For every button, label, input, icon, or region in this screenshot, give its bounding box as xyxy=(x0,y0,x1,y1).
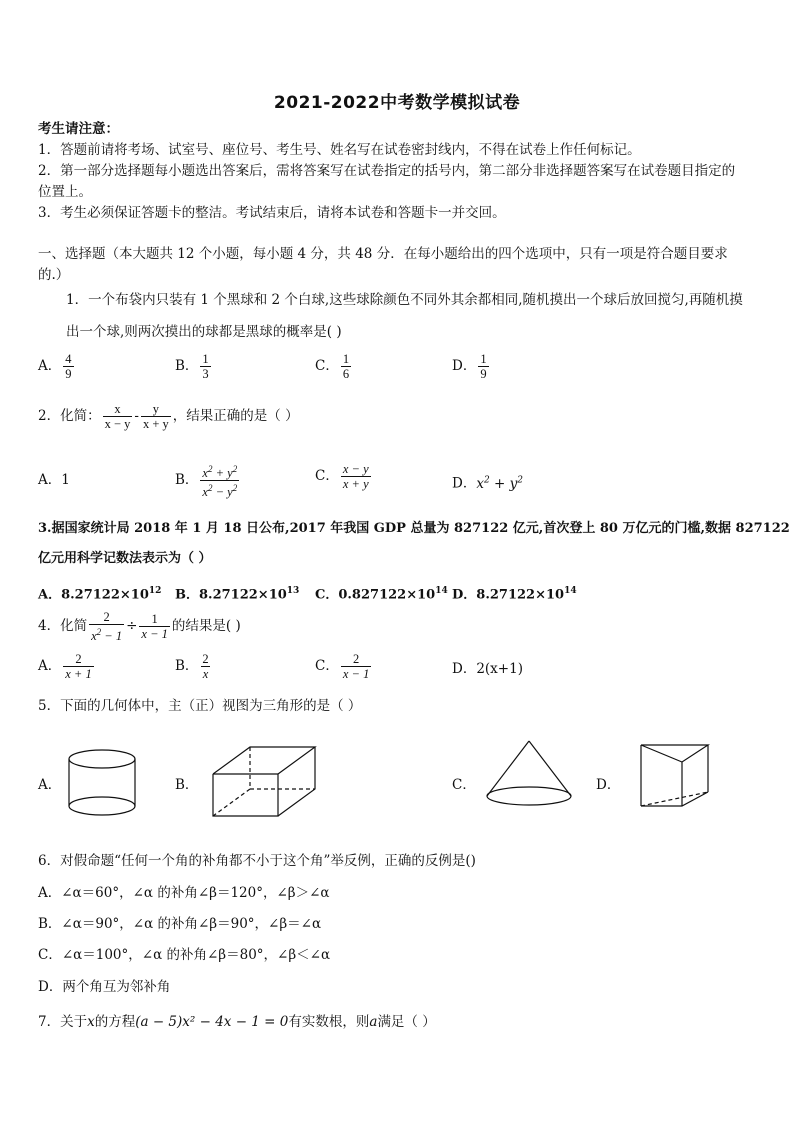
q3-option-a: A．$8.27122\times 10^{12}$ xyxy=(38,586,162,603)
q3-option-c: C．$0.827122\times 10^{14}$ xyxy=(315,586,448,603)
q2-option-d: D．$x^2 + y^2$ xyxy=(452,475,523,492)
section-heading: 一、选择题（本大题共 12 个小题，每小题 4 分，共 48 分．在每小题给出的四个选项中，只有一项是符合题目要求 xyxy=(38,246,728,262)
q2-option-c: C． $\frac{x - y}{x + y}$ xyxy=(315,462,369,491)
q3-option-d: D．$8.27122\times 10^{14}$ xyxy=(452,586,577,603)
notice-item: 2．第一部分选择题每小题选出答案后，需将答案写在试卷指定的括号内，第二部分非选择题答案写在试卷题目指定的 xyxy=(38,163,736,179)
q3-option-b: B．$8.27122\times 10^{13}$ xyxy=(175,586,300,603)
q1-option-b: B． $\frac{1}{3}$ xyxy=(175,352,209,381)
triangular-prism-figure xyxy=(638,742,714,810)
q7-stem: 7．关于x的方程(a − 5)x² − 4x − 1 = 0有实数根，则a满足（ ） xyxy=(38,1014,436,1030)
q1-stem: 1．一个布袋内只装有 1 个黑球和 2 个白球,这些球除颜色不同外其余都相同,随机摸出一个球后放回搅匀,再随机摸 xyxy=(66,292,743,308)
page-title: 2021-2022中考数学模拟试卷 xyxy=(273,93,521,113)
q4-option-c: C． $\frac{2}{x - 1}$ xyxy=(315,652,370,681)
q5-label-a: A． xyxy=(38,777,62,793)
cuboid-figure xyxy=(210,744,320,820)
q4-stem: 4．化简 $\frac{2}{x^2 - 1}$ ÷ $\frac{1}{x - 1}$ 的结果是( ) xyxy=(38,610,241,644)
q6-option-c: C．∠α＝100°，∠α 的补角∠β＝80°，∠β＜∠α xyxy=(38,947,331,963)
q6-stem: 6．对假命题“任何一个角的补角都不小于这个角”举反例，正确的反例是() xyxy=(38,853,476,869)
q4-option-a: A． $\frac{2}{x + 1}$ xyxy=(38,652,92,681)
q1-stem-cont: 出一个球,则两次摸出的球都是黑球的概率是( ) xyxy=(66,324,342,340)
notice-item: 3．考生必须保证答题卡的整洁。考试结束后，请将本试卷和答题卡一并交回。 xyxy=(38,205,506,221)
cone-figure xyxy=(484,738,576,810)
q6-option-b: B．∠α＝90°，∠α 的补角∠β＝90°，∠β＝∠α xyxy=(38,916,322,932)
q5-stem: 5．下面的几何体中，主（正）视图为三角形的是（ ） xyxy=(38,698,362,714)
q2-option-a: A．1 xyxy=(38,472,70,488)
q5-label-b: B． xyxy=(175,777,199,793)
notice-item: 位置上。 xyxy=(38,184,92,200)
q4-option-d: D．2(x+1) xyxy=(452,661,523,677)
q5-label-d: D． xyxy=(596,777,621,793)
q5-label-c: C． xyxy=(452,777,476,793)
q4-option-b: B． $\frac{2}{x}$ xyxy=(175,652,209,681)
notice-heading: 考生请注意： xyxy=(38,121,119,137)
q2-option-b: B． $\frac{x^2 + y^2}{x^2 - y^2}$ xyxy=(175,464,238,500)
q1-option-a: A． $\frac{4}{9}$ xyxy=(38,352,72,381)
cylinder-figure xyxy=(66,748,140,820)
section-heading-cont: 的.） xyxy=(38,267,70,283)
notice-item: 1．答题前请将考场、试室号、座位号、考生号、姓名写在试卷密封线内，不得在试卷上作任何标记。 xyxy=(38,142,641,158)
q6-option-d: D．两个角互为邻补角 xyxy=(38,979,171,995)
q6-option-a: A．∠α＝60°，∠α 的补角∠β＝120°，∠β＞∠α xyxy=(38,885,330,901)
q3-stem-cont: 亿元用科学记数法表示为（ ） xyxy=(38,551,212,566)
q1-option-c: C． $\frac{1}{6}$ xyxy=(315,352,350,381)
q3-stem: 3.据国家统计局 2018 年 1 月 18 日公布,2017 年我国 GDP 总量为 827122 亿元,首次登上 80 万亿元的门槛,数据 827122 xyxy=(38,521,790,536)
q1-option-d: D． $\frac{1}{9}$ xyxy=(452,352,487,381)
q2-stem: 2．化简： $\frac{x}{x - y}$ - $\frac{y}{x + y}$ ，结果正确的是（ ） xyxy=(38,402,299,431)
